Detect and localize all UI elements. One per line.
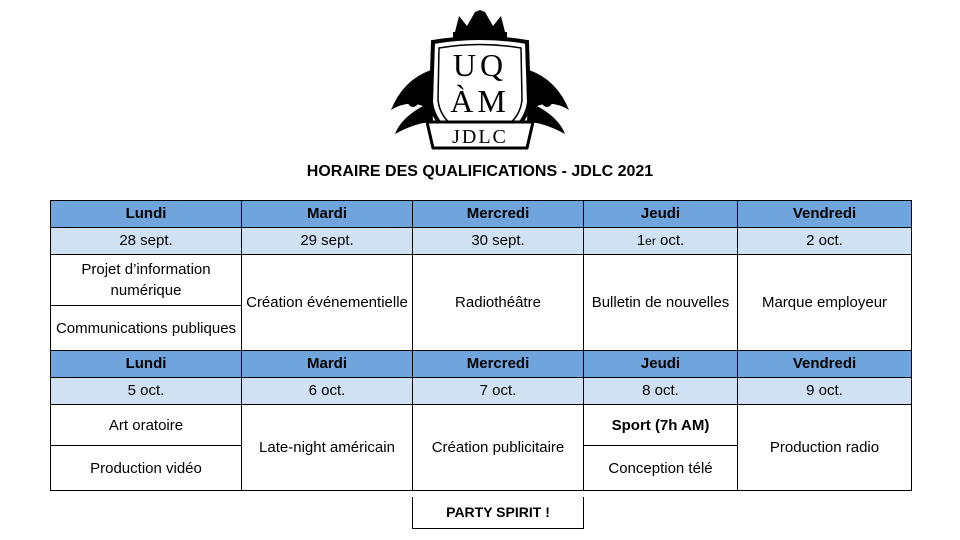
date-cell: 29 sept.	[242, 228, 413, 255]
date-cell: 7 oct.	[413, 378, 584, 405]
date-cell: 28 sept.	[51, 228, 242, 255]
date-month: oct.	[655, 232, 685, 249]
day-header: Mercredi	[413, 201, 584, 228]
event-row-week2-a	[51, 405, 912, 446]
header-row-week1	[51, 201, 912, 228]
event-cell-jeudi: Bulletin de nouvelles	[584, 255, 738, 351]
schedule-table	[50, 200, 912, 491]
event-cell-lundi-top: Art oratoire	[51, 405, 242, 446]
day-header: Vendredi	[738, 201, 912, 228]
event-cell-jeudi-bottom: Conception télé	[584, 446, 738, 491]
crown-icon	[453, 10, 507, 38]
party-spirit-cell: PARTY SPIRIT !	[412, 497, 584, 529]
date-ordinal: er	[645, 234, 656, 248]
date-cell: 2 oct.	[738, 228, 912, 255]
event-row-week1-a	[51, 255, 912, 306]
date-day: 1	[636, 232, 646, 249]
date-row-week1	[51, 228, 912, 255]
day-header: Mardi	[242, 351, 413, 378]
day-header: Jeudi	[584, 201, 738, 228]
event-cell-mercredi: Création publicitaire	[413, 405, 584, 491]
date-cell-jeudi	[584, 228, 738, 255]
date-cell: 8 oct.	[584, 378, 738, 405]
date-cell: 30 sept.	[413, 228, 584, 255]
event-cell-mercredi: Radiothéâtre	[413, 255, 584, 351]
day-header: Jeudi	[584, 351, 738, 378]
page-title: HORAIRE DES QUALIFICATIONS - JDLC 2021	[306, 163, 654, 180]
event-cell-jeudi-top: Sport (7h AM)	[584, 405, 738, 446]
event-cell-vendredi: Marque employeur	[738, 255, 912, 351]
event-cell-lundi-bottom: Production vidéo	[51, 446, 242, 491]
event-cell-vendredi: Production radio	[738, 405, 912, 491]
logo-letters-top: UQ	[452, 47, 508, 83]
logo-banner-text: JDLC	[452, 126, 508, 148]
date-cell: 5 oct.	[51, 378, 242, 405]
date-cell: 6 oct.	[242, 378, 413, 405]
logo-letters-mid: ÀM	[450, 83, 510, 119]
day-header: Mercredi	[413, 351, 584, 378]
uqam-jdlc-crest-logo	[383, 10, 577, 158]
date-cell: 9 oct.	[738, 378, 912, 405]
day-header: Lundi	[51, 351, 242, 378]
day-header: Mardi	[242, 201, 413, 228]
header-row-week2	[51, 351, 912, 378]
day-header: Lundi	[51, 201, 242, 228]
day-header: Vendredi	[738, 351, 912, 378]
event-cell-lundi-bottom: Communications publiques	[51, 306, 242, 351]
event-cell-lundi-top: Projet d’information numérique	[51, 255, 242, 306]
date-row-week2	[51, 378, 912, 405]
event-cell-mardi: Création événementielle	[242, 255, 413, 351]
event-cell-mardi: Late-night américain	[242, 405, 413, 491]
